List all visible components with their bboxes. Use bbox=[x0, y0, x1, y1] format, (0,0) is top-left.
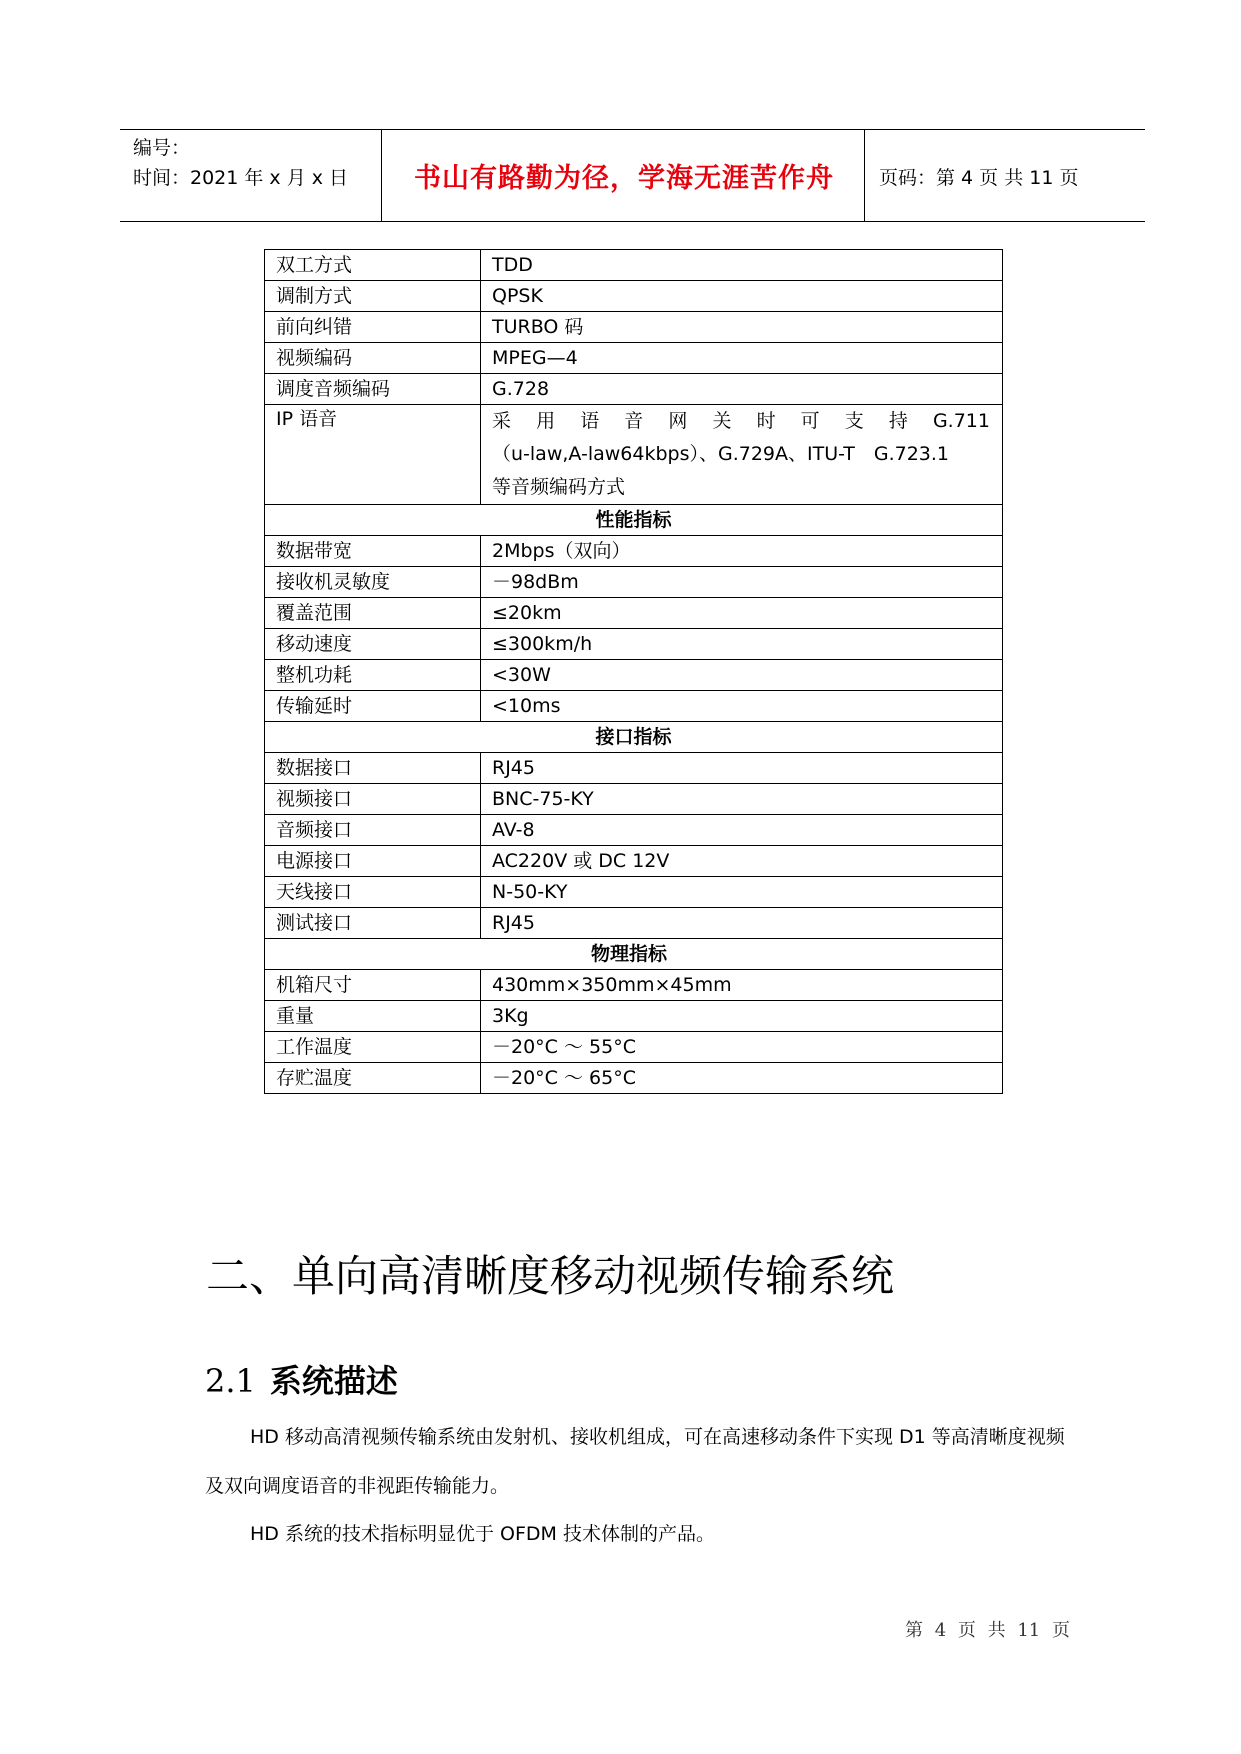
row-value: 430mm×350mm×45mm bbox=[481, 970, 1003, 1001]
row-value: ≤20km bbox=[481, 598, 1003, 629]
row-value: RJ45 bbox=[481, 753, 1003, 784]
row-label: 机箱尺寸 bbox=[265, 970, 481, 1001]
row-value: RJ45 bbox=[481, 908, 1003, 939]
row-value: QPSK bbox=[481, 281, 1003, 312]
row-value: －20°C ～ 55°C bbox=[481, 1032, 1003, 1063]
spec-table bbox=[264, 249, 1003, 1094]
table-row bbox=[265, 281, 1003, 312]
row-label: 覆盖范围 bbox=[265, 598, 481, 629]
section-header-interface: 接口指标 bbox=[265, 722, 1003, 753]
row-value: 2Mbps（双向） bbox=[481, 536, 1003, 567]
table-row bbox=[265, 908, 1003, 939]
row-label: 测试接口 bbox=[265, 908, 481, 939]
table-row bbox=[265, 312, 1003, 343]
row-label: 工作温度 bbox=[265, 1032, 481, 1063]
table-row bbox=[265, 877, 1003, 908]
row-label: 数据接口 bbox=[265, 753, 481, 784]
row-label: 接收机灵敏度 bbox=[265, 567, 481, 598]
row-value: MPEG—4 bbox=[481, 343, 1003, 374]
subsection-text: 系统描述 bbox=[269, 1362, 398, 1400]
row-value: －20°C ～ 65°C bbox=[481, 1063, 1003, 1094]
row-value: AV-8 bbox=[481, 815, 1003, 846]
header-number: 编号： bbox=[133, 137, 191, 159]
row-label: 电源接口 bbox=[265, 846, 481, 877]
row-value: <10ms bbox=[481, 691, 1003, 722]
table-row bbox=[265, 374, 1003, 405]
row-value: ≤300km/h bbox=[481, 629, 1003, 660]
header-bottom-rule bbox=[120, 221, 1145, 222]
row-value: AC220V 或 DC 12V bbox=[481, 846, 1003, 877]
row-label: 视频接口 bbox=[265, 784, 481, 815]
row-value: TDD bbox=[481, 250, 1003, 281]
row-value: <30W bbox=[481, 660, 1003, 691]
row-label: 前向纠错 bbox=[265, 312, 481, 343]
header-meta bbox=[133, 133, 348, 193]
table-row bbox=[265, 343, 1003, 374]
page-footer: 第 4 页 共 11 页 bbox=[905, 1620, 1070, 1641]
row-label: 调度音频编码 bbox=[265, 374, 481, 405]
row-label: 重量 bbox=[265, 1001, 481, 1032]
header-page-number: 页码：第 4 页 共 11 页 bbox=[879, 167, 1079, 189]
row-label: 调制方式 bbox=[265, 281, 481, 312]
table-row bbox=[265, 629, 1003, 660]
table-row bbox=[265, 598, 1003, 629]
table-row bbox=[265, 846, 1003, 877]
row-value: G.728 bbox=[481, 374, 1003, 405]
row-label: 数据带宽 bbox=[265, 536, 481, 567]
table-row bbox=[265, 753, 1003, 784]
row-value-multiline bbox=[481, 405, 1003, 505]
table-row bbox=[265, 250, 1003, 281]
body-paragraph-2: HD 系统的技术指标明显优于 OFDM 技术体制的产品。 bbox=[250, 1523, 715, 1545]
table-row bbox=[265, 1063, 1003, 1094]
header-time: 时间：2021 年 x 月 x 日 bbox=[133, 167, 349, 189]
body-paragraph-1: HD 移动高清视频传输系统由发射机、接收机组成，可在高速移动条件下实现 D1 等高清晰度视频及双向调度语音的非视距传输能力。 bbox=[205, 1426, 1065, 1497]
row-label: 音频接口 bbox=[265, 815, 481, 846]
section-title: 二、单向高清晰度移动视频传输系统 bbox=[206, 1252, 894, 1302]
ip-voice-line-2: （u-law,A-law64kbps）、G.729A、ITU-T G.723.1 bbox=[492, 443, 950, 465]
row-label: 视频编码 bbox=[265, 343, 481, 374]
header-top-rule bbox=[120, 129, 1145, 130]
ip-voice-line-1: 采 用 语 音 网 关 时 可 支 持 G.711 bbox=[492, 410, 990, 432]
table-section-row bbox=[265, 505, 1003, 536]
table-row bbox=[265, 536, 1003, 567]
table-row bbox=[265, 784, 1003, 815]
row-label: 传输延时 bbox=[265, 691, 481, 722]
section-header-physical: 物理指标 bbox=[265, 939, 1003, 970]
table-row bbox=[265, 567, 1003, 598]
row-value: TURBO 码 bbox=[481, 312, 1003, 343]
header-divider-left bbox=[381, 129, 382, 221]
ip-voice-line-3: 等音频编码方式 bbox=[492, 476, 626, 498]
row-value: 3Kg bbox=[481, 1001, 1003, 1032]
row-value: BNC-75-KY bbox=[481, 784, 1003, 815]
table-row bbox=[265, 405, 1003, 505]
table-row bbox=[265, 691, 1003, 722]
row-label: 整机功耗 bbox=[265, 660, 481, 691]
table-section-row bbox=[265, 722, 1003, 753]
row-value: －98dBm bbox=[481, 567, 1003, 598]
header-motto: 书山有路勤为径，学海无涯苦作舟 bbox=[414, 163, 834, 194]
row-value: N-50-KY bbox=[481, 877, 1003, 908]
row-label: 天线接口 bbox=[265, 877, 481, 908]
row-label: 存贮温度 bbox=[265, 1063, 481, 1094]
row-label: 双工方式 bbox=[265, 250, 481, 281]
row-label: 移动速度 bbox=[265, 629, 481, 660]
section-header-performance: 性能指标 bbox=[265, 505, 1003, 536]
table-row bbox=[265, 1001, 1003, 1032]
subsection-number: 2.1 bbox=[205, 1362, 256, 1400]
row-label: IP 语音 bbox=[265, 405, 481, 505]
table-row bbox=[265, 1032, 1003, 1063]
table-section-row bbox=[265, 939, 1003, 970]
table-row bbox=[265, 970, 1003, 1001]
subsection-title bbox=[205, 1356, 398, 1402]
table-row bbox=[265, 660, 1003, 691]
table-row bbox=[265, 815, 1003, 846]
